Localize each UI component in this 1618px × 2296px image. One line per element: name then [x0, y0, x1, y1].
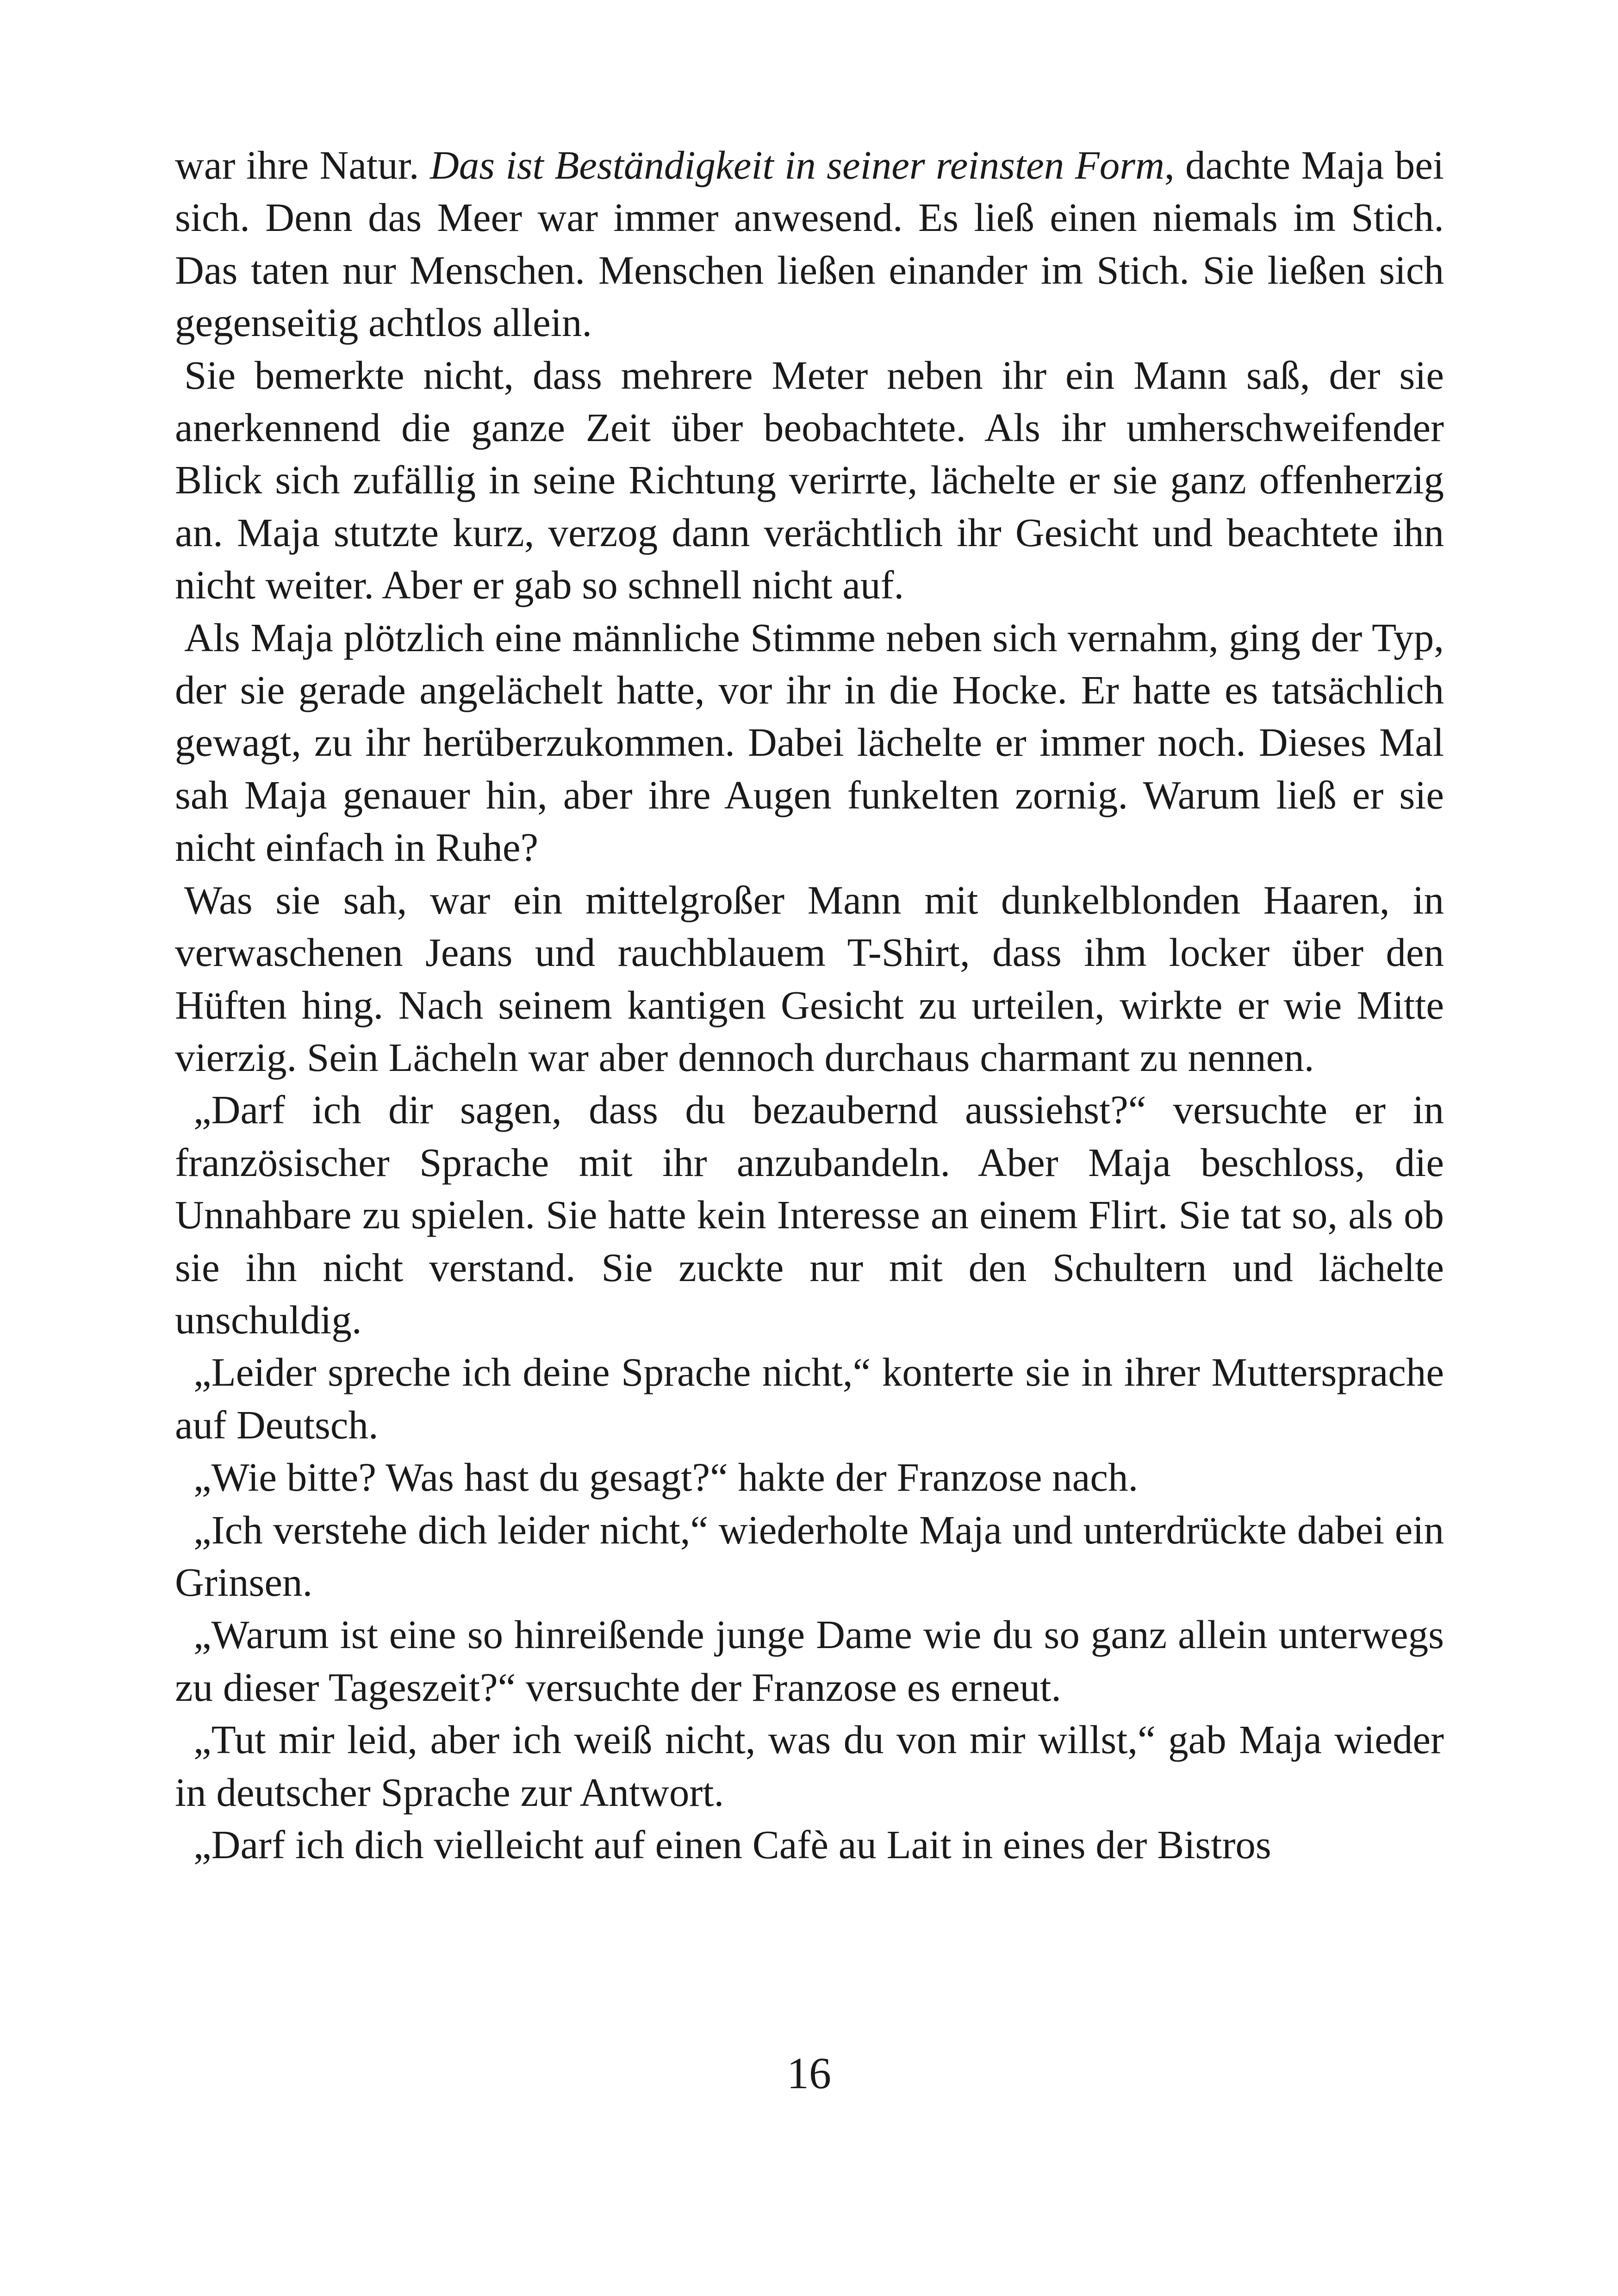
paragraph-7: „Wie bitte? Was hast du gesagt?“ hakte der Franzose nach. [193, 1455, 1139, 1500]
body-text [175, 139, 1444, 1871]
paragraph-1-rest: , dachte Maja bei sich. Denn das Meer war immer anwesend. Es ließ einen niemals im Stich. Das taten nur Menschen. Menschen ließen einander im Stich. Sie ließen sich gegenseitig achtlos allein. [175, 143, 1444, 345]
paragraph-4: Was sie sah, war ein mittelgroßer Mann mit dunkelblonden Haaren, in verwaschenen Jeans und rauchblauem T-Shirt, dass ihm locker über den Hüften hing. Nach seinem kantigen Gesicht zu urteilen, wirkte er wie Mitte vierzig. Sein Lächeln war aber dennoch durchaus charmant zu nennen. [175, 877, 1444, 1080]
paragraph-2: Sie bemerkte nicht, dass mehrere Meter neben ihr ein Mann saß, der sie anerkennend die ganze Zeit über beobachtete. Als ihr umherschweifender Blick sich zufällig in seine Richtung verirrte, lächelte er sie ganz offenherzig an. Maja stutzte kurz, verzog dann verächtlich ihr Gesicht und beachtete ihn nicht weiter. Aber er gab so schnell nicht auf. [175, 352, 1444, 608]
paragraph-9: „Warum ist eine so hinreißende junge Dame wie du so ganz allein unterwegs zu dieser Tageszeit?“ versuchte der Franzose es erneut. [175, 1612, 1444, 1710]
paragraph-1-lead: war ihre Natur. [175, 143, 430, 187]
paragraph-5: „Darf ich dir sagen, dass du bezaubernd aussiehst?“ versuchte er in französischer Sprache mit ihr anzubandeln. Aber Maja beschloss, die Unnahbare zu spielen. Sie hatte kein Interesse an einem Flirt. Sie tat so, als ob sie ihn nicht verstand. Sie zuckte nur mit den Schultern und lächelte unschuldig. [175, 1087, 1444, 1342]
paragraph-8: „Ich verstehe dich leider nicht,“ wiederholte Maja und unterdrückte dabei ein Grinsen. [175, 1507, 1444, 1605]
italic-thought: Das ist Beständigkeit in seiner reinsten Form [429, 143, 1164, 187]
paragraph-10: „Tut mir leid, aber ich weiß nicht, was du von mir willst,“ gab Maja wieder in deutscher Sprache zur Antwort. [175, 1717, 1444, 1815]
paragraph-11: „Darf ich dich vielleicht auf einen Cafè au Lait in eines der Bistros [193, 1822, 1271, 1867]
paragraph-6: „Leider spreche ich deine Sprache nicht,“ konterte sie in ihrer Muttersprache auf Deutsch. [175, 1350, 1444, 1447]
paragraph-3: Als Maja plötzlich eine männliche Stimme neben sich vernahm, ging der Typ, der sie gerade angelächelt hatte, vor ihr in die Hocke. Er hatte es tatsächlich gewagt, zu ihr herüberzukommen. Dabei lächelte er immer noch. Dieses Mal sah Maja genauer hin, aber ihre Augen funkelten zornig. Warum ließ er sie nicht einfach in Ruhe? [175, 615, 1444, 870]
paragraph-1 [175, 139, 1444, 349]
page-number: 16 [787, 2048, 831, 2098]
